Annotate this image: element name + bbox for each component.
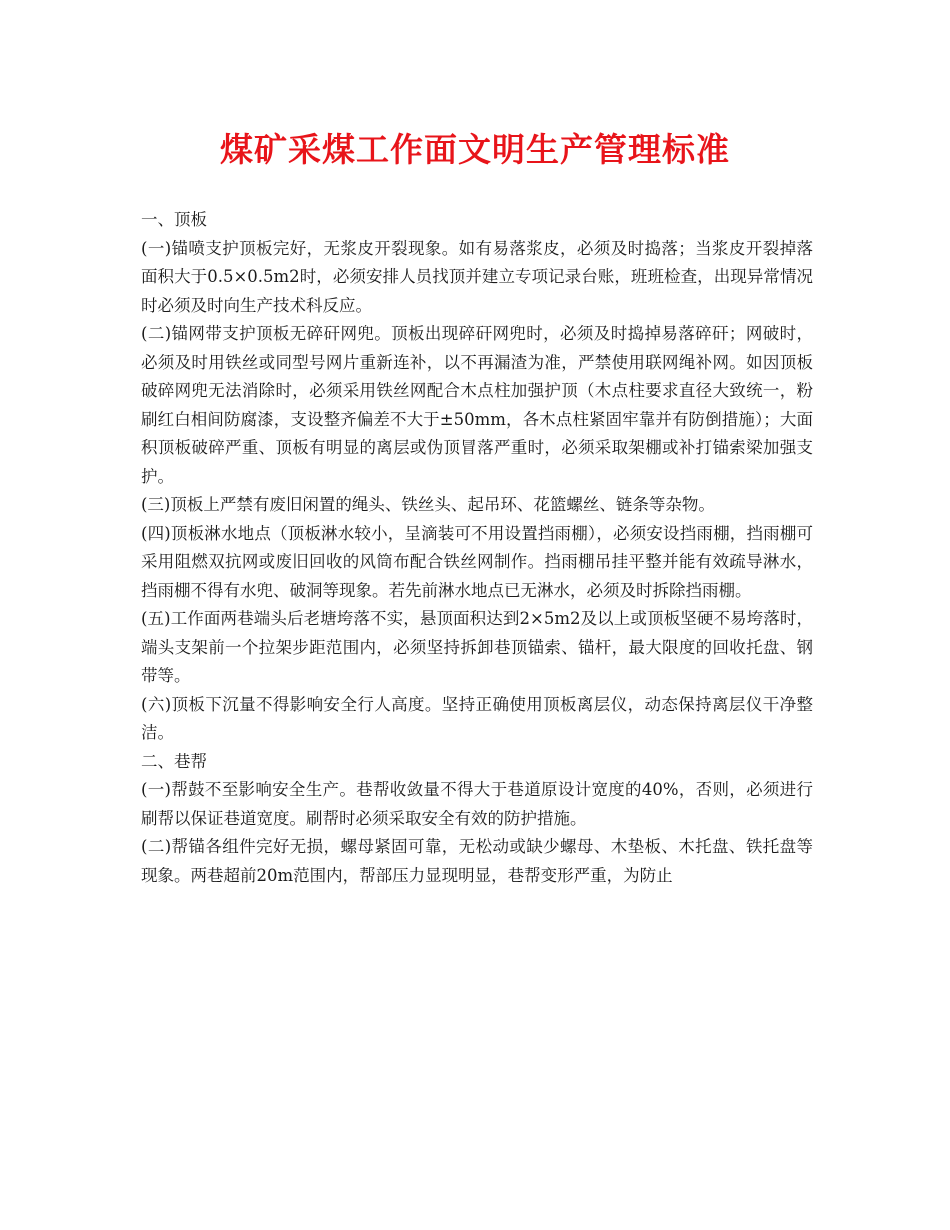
paragraph-roof-3: (三)顶板上严禁有废旧闲置的绳头、铁丝头、起吊环、花篮螺丝、链条等杂物。 — [141, 495, 715, 514]
paragraph-roof-5: (五)工作面两巷端头后老塘垮落不实，悬顶面积达到2×5m2及以上或顶板坚硬不易垮落时，端头支架前一个拉架步距范围内，必须坚持拆卸巷顶锚索、锚杆，最大限度的回收托盘、钢带等。 — [141, 609, 813, 685]
section-heading-rib: 二、巷帮 — [141, 751, 207, 771]
paragraph-roof-2: (二)锚网带支护顶板无碎矸网兜。顶板出现碎矸网兜时，必须及时捣掉易落碎矸；网破时，必须及时用铁丝或同型号网片重新连补，以不再漏渣为准，严禁使用联网绳补网。如因顶板破碎网兜无法消除时，必须采用铁丝网配合木点柱加强护顶（木点柱要求直径大致统一，粉刷红白相间防腐漆，支设整齐偏差不大于±50mm，各木点柱紧固牢靠并有防倒措施）；大面积顶板破碎严重、顶板有明显的离层或伪顶冒落严重时，必须采取架棚或补打锚索梁加强支护。 — [141, 324, 813, 486]
paragraph-roof-6: (六)顶板下沉量不得影响安全行人高度。坚持正确使用顶板离层仪，动态保持离层仪干净整洁。 — [141, 694, 813, 742]
paragraph-roof-1: (一)锚喷支护顶板完好，无浆皮开裂现象。如有易落浆皮，必须及时捣落；当浆皮开裂掉落面积大于0.5×0.5m2时，必须安排人员找顶并建立专项记录台账，班班检查，出现异常情况时必须及时向生产技术科反应。 — [141, 238, 813, 315]
paragraph-rib-2: (二)帮锚各组件完好无损，螺母紧固可靠，无松动或缺少螺母、木垫板、木托盘、铁托盘等现象。两巷超前20m范围内，帮部压力显现明显，巷帮变形严重，为防止 — [141, 837, 813, 885]
paragraph-rib-1: (一)帮鼓不至影响安全生产。巷帮收敛量不得大于巷道原设计宽度的40%，否则，必须进行刷帮以保证巷道宽度。刷帮时必须采取安全有效的防护措施。 — [141, 780, 813, 828]
document-title: 煤矿采煤工作面文明生产管理标准 — [220, 130, 730, 169]
paragraph-roof-4: (四)顶板淋水地点（顶板淋水较小，呈滴装可不用设置挡雨棚），必须安设挡雨棚，挡雨棚可采用阻燃双抗网或废旧回收的风筒布配合铁丝网制作。挡雨棚吊挂平整并能有效疏导淋水，挡雨棚不得有水兜、破洞等现象。若先前淋水地点已无淋水，必须及时拆除挡雨棚。 — [141, 523, 813, 600]
document-body — [141, 206, 813, 890]
section-heading-roof: 一、顶板 — [141, 210, 207, 229]
